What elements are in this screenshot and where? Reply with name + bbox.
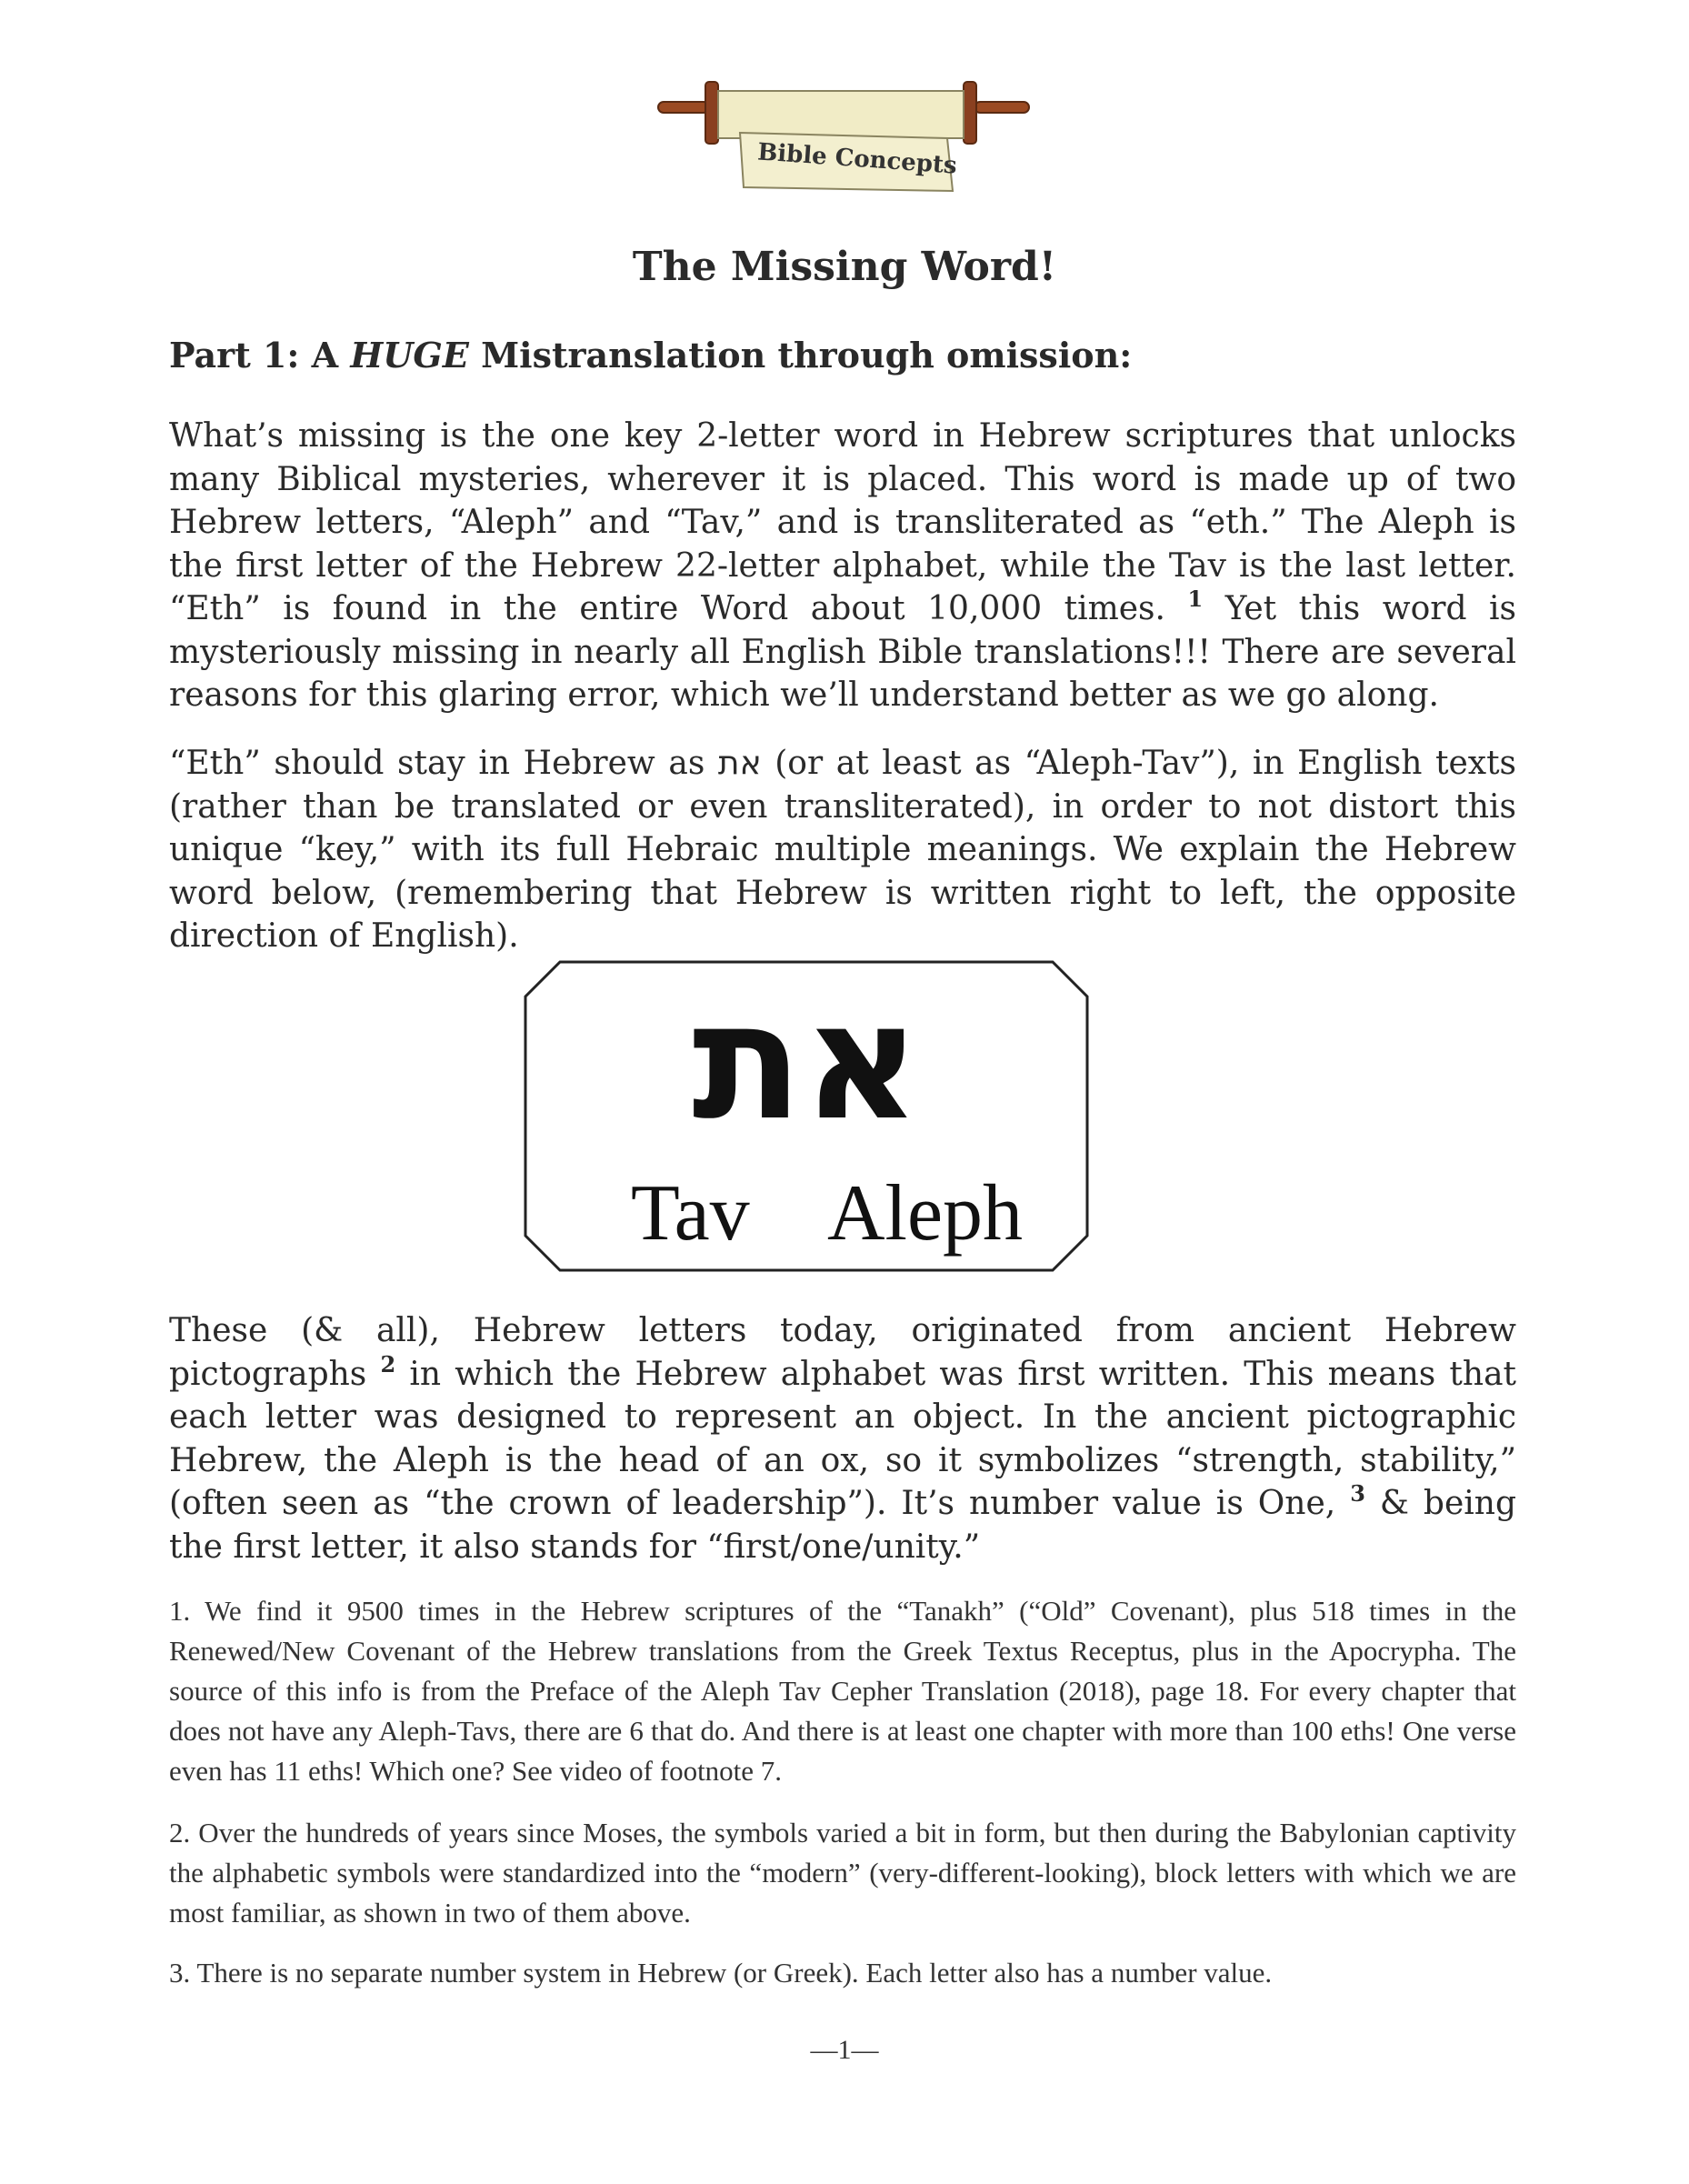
tav-label: Tav <box>631 1169 750 1257</box>
paragraph-intro <box>169 415 1516 717</box>
page-title: The Missing Word! <box>632 244 1057 290</box>
heading-suffix: Mistranslation through omission: <box>468 335 1133 376</box>
bible-concepts-logo <box>653 73 1034 200</box>
torah-scroll-icon <box>653 73 1034 200</box>
section-heading <box>169 335 1132 376</box>
footnote-ref-1[interactable]: 1 <box>1187 586 1204 612</box>
para3-text-2: in which the Hebrew alphabet was first written. This means that each letter was designed to represent an object. In the ancient pictographic Hebrew, the Aleph is the head of an ox, so it symbolizes “strength, stability,” (often seen as “the crown of leadership”). It’s number value is One, <box>169 1355 1516 1522</box>
para1-continued: Yet this word is mysteriously missing in nearly all English Bible translations!!! There are several reasons for this glaring error, which we’ll understand better as we go along. <box>169 590 1516 714</box>
paragraph-pictographs <box>169 1309 1516 1568</box>
footnote-ref-2[interactable]: 2 <box>380 1350 396 1378</box>
hebrew-aleph-tav-inline: את <box>717 745 762 782</box>
heading-prefix: Part 1: A <box>169 335 351 376</box>
para3-text-3: & being the first letter, it also stands for “first/one/unity.” <box>169 1485 1516 1566</box>
footnote-2: 2. Over the hundreds of years since Moses, the symbols varied a bit in form, but then during the Babylonian captivity the alphabetic symbols were standardized into the “modern” (very-different-looking), block letters with which we are most familiar, as shown in two of them above. <box>169 1817 1516 1929</box>
para2-continued: (or at least as “Aleph-Tav”), in English texts (rather than be translated or even transliterated), in order to not distort this unique “key,” with its full Hebraic multiple meanings. We explain the Hebrew word below, (remembering that Hebrew is written right to left, the opposite direction of English). <box>169 745 1517 955</box>
page-number: —1— <box>810 2035 879 2065</box>
footnote-3: 3. There is no separate number system in Hebrew (or Greek). Each letter also has a number value. <box>169 1957 1273 1989</box>
heading-emphasis: HUGE <box>350 335 469 376</box>
para2-text: “Eth” should stay in Hebrew as <box>169 745 718 782</box>
aleph-tav-box <box>524 960 1089 1272</box>
hebrew-aleph-tav-large: את <box>692 967 921 1156</box>
logo-text: Bible Concepts <box>756 138 958 180</box>
footnote-1: 1. We find it 9500 times in the Hebrew scriptures of the “Tanakh” (“Old” Covenant), plus 518 times in the Renewed/New Covenant of the Hebrew translations from the Greek Textus Receptus, plus in the Apocrypha. The source of this info is from the Preface of the Aleph Tav Cepher Translation (2018), page 18. For every chapter that does not have any Aleph-Tavs, there are 6 that do. And there is at least one chapter with more than 100 eths! One verse even has 11 eths! Which one? See video of footnote 7. <box>169 1595 1516 1787</box>
aleph-label: Aleph <box>827 1169 1024 1257</box>
paragraph-eth <box>169 742 1516 958</box>
footnote-ref-3[interactable]: 3 <box>1350 1480 1365 1507</box>
para1-text: What’s missing is the one key 2-letter word in Hebrew scriptures that unlocks many Biblical mysteries, wherever it is placed. This word is made up of two Hebrew letters, “Aleph” and “Tav,” and is transliterated as “eth.” The Aleph is the first letter of the Hebrew 22-letter alphabet, while the Tav is the last letter. “Eth” is found in the entire Word about 10,000 times. <box>169 417 1516 627</box>
para3-text: These (& all), Hebrew letters today, originated from ancient Hebrew pictographs <box>169 1312 1516 1393</box>
